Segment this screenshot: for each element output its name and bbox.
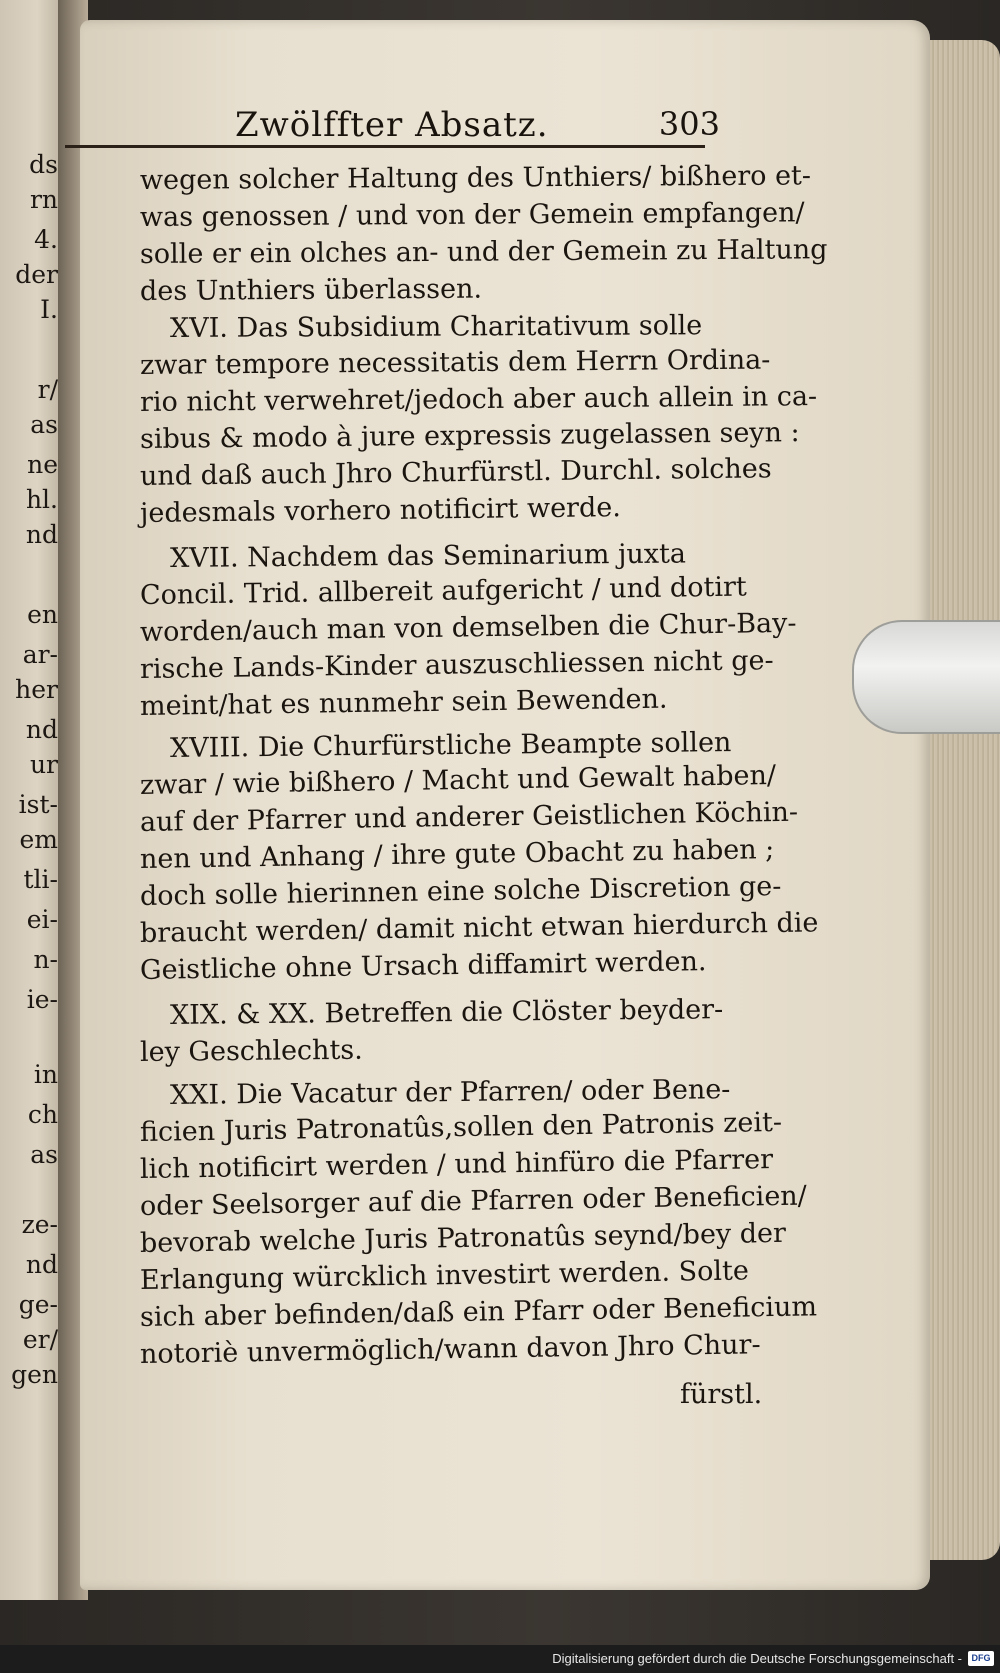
text-line: und daß auch Jhro Churfürstl. Durchl. solches [139, 453, 772, 492]
footer-bar [0, 1645, 1000, 1673]
text-line: XVI. Das Subsidium Charitativum solle [169, 310, 703, 344]
text-line: Concil. Trid. allbereit aufgericht / und dotirt [139, 571, 747, 611]
left-fragment: ie- [26, 985, 58, 1014]
page-clip [852, 620, 1000, 734]
left-fragment: as [30, 1140, 58, 1169]
left-fragment: 4. [34, 225, 58, 254]
left-fragment: der [15, 260, 58, 289]
left-fragment: ist- [18, 790, 58, 819]
dfg-logo: DFG [968, 1651, 994, 1666]
text-line: ley Geschlechts. [139, 1034, 363, 1068]
text-line: XIX. & XX. Betreffen die Clöster beyder- [169, 994, 724, 1031]
text-line: rische Lands-Kinder auszuschliessen nicht ge- [139, 645, 774, 685]
text-line: XXI. Die Vacatur der Pfarren/ oder Bene- [169, 1074, 731, 1111]
left-fragment: hl. [25, 485, 58, 514]
text-line: notoriè unvermöglich/wann davon Jhro Chur- [139, 1329, 761, 1370]
text-line: lich notificirt werden / und hinfüro die Pfarrer [139, 1144, 774, 1185]
text-line: solle er ein olches an- und der Gemein zu Haltung [139, 234, 828, 270]
left-fragment: ur [29, 750, 58, 779]
text-line: des Unthiers überlassen. [139, 273, 483, 307]
left-fragment: tli- [23, 865, 58, 894]
left-fragment: gen [11, 1360, 58, 1389]
left-fragment: I. [40, 295, 58, 324]
text-line: rio nicht verwehret/jedoch aber auch allein in ca- [139, 381, 818, 418]
text-line: braucht werden/ damit nicht etwan hierdurch die [139, 907, 819, 949]
text-line: oder Seelsorger auf die Pfarren oder Beneficien/ [139, 1180, 808, 1222]
left-fragment: nd [25, 520, 58, 549]
page-edges [925, 40, 1000, 1560]
text-line: Erlangung würcklich investirt werden. Solte [139, 1255, 750, 1296]
left-fragment: her [15, 675, 58, 704]
text-line: XVII. Nachdem das Seminarium juxta [169, 538, 687, 574]
left-facing-page [0, 0, 64, 1600]
digitization-credit: Digitalisierung gefördert durch die Deutsche Forschungsgemeinschaft - [552, 1651, 962, 1666]
text-line: jedesmals vorhero notificirt werde. [139, 492, 622, 529]
text-line: sibus & modo à jure expressis zugelassen seyn : [139, 417, 800, 455]
text-line: nen und Anhang / ihre gute Obacht zu haben ; [139, 834, 775, 875]
text-line: wegen solcher Haltung des Unthiers/ bißhero et- [139, 160, 812, 196]
left-fragment: n- [33, 945, 58, 974]
catchword: fürstl. [680, 1379, 763, 1410]
left-fragment: in [33, 1060, 58, 1089]
text-line: Geistliche ohne Ursach diffamirt werden. [139, 946, 707, 986]
text-line: worden/auch man von demselben die Chur-Bay- [139, 607, 797, 648]
left-fragment: ei- [26, 905, 58, 934]
text-line: was genossen / und von der Gemein empfangen/ [139, 197, 805, 233]
text-line: zwar / wie bißhero / Macht und Gewalt haben/ [139, 760, 777, 801]
left-fragment: rn [29, 185, 58, 214]
text-line: meint/hat es nunmehr sein Bewenden. [139, 683, 668, 722]
text-line: ficien Juris Patronatûs,sollen den Patronis zeit- [139, 1106, 783, 1148]
left-fragment: er/ [22, 1325, 58, 1354]
page-number: 303 [658, 105, 720, 143]
left-fragment: ch [27, 1100, 58, 1129]
left-fragment: r/ [37, 375, 58, 404]
text-line: XVIII. Die Churfürstliche Beampte sollen [169, 727, 732, 764]
left-fragment: ar- [22, 640, 58, 669]
text-line: doch solle hierinnen eine solche Discretion ge- [139, 870, 782, 912]
left-fragment: ds [29, 150, 58, 179]
text-line: sich aber befinden/daß ein Pfarr oder Beneficium [139, 1291, 818, 1333]
left-fragment: en [27, 600, 58, 629]
text-line: bevorab welche Juris Patronatûs seynd/bey der [139, 1217, 787, 1259]
header-rule [65, 145, 705, 148]
text-line: zwar tempore necessitatis dem Herrn Ordina- [139, 344, 771, 381]
left-fragment: ze- [21, 1210, 58, 1239]
left-fragment: as [30, 410, 58, 439]
left-fragment: em [19, 825, 58, 854]
left-fragment: ne [27, 450, 58, 479]
left-fragment: ge- [18, 1290, 58, 1319]
text-line: auf der Pfarrer und anderer Geistlichen Köchin- [139, 796, 799, 838]
running-title: Zwölffter Absatz. [235, 105, 549, 145]
left-fragment: nd [25, 715, 58, 744]
left-fragment: nd [25, 1250, 58, 1279]
